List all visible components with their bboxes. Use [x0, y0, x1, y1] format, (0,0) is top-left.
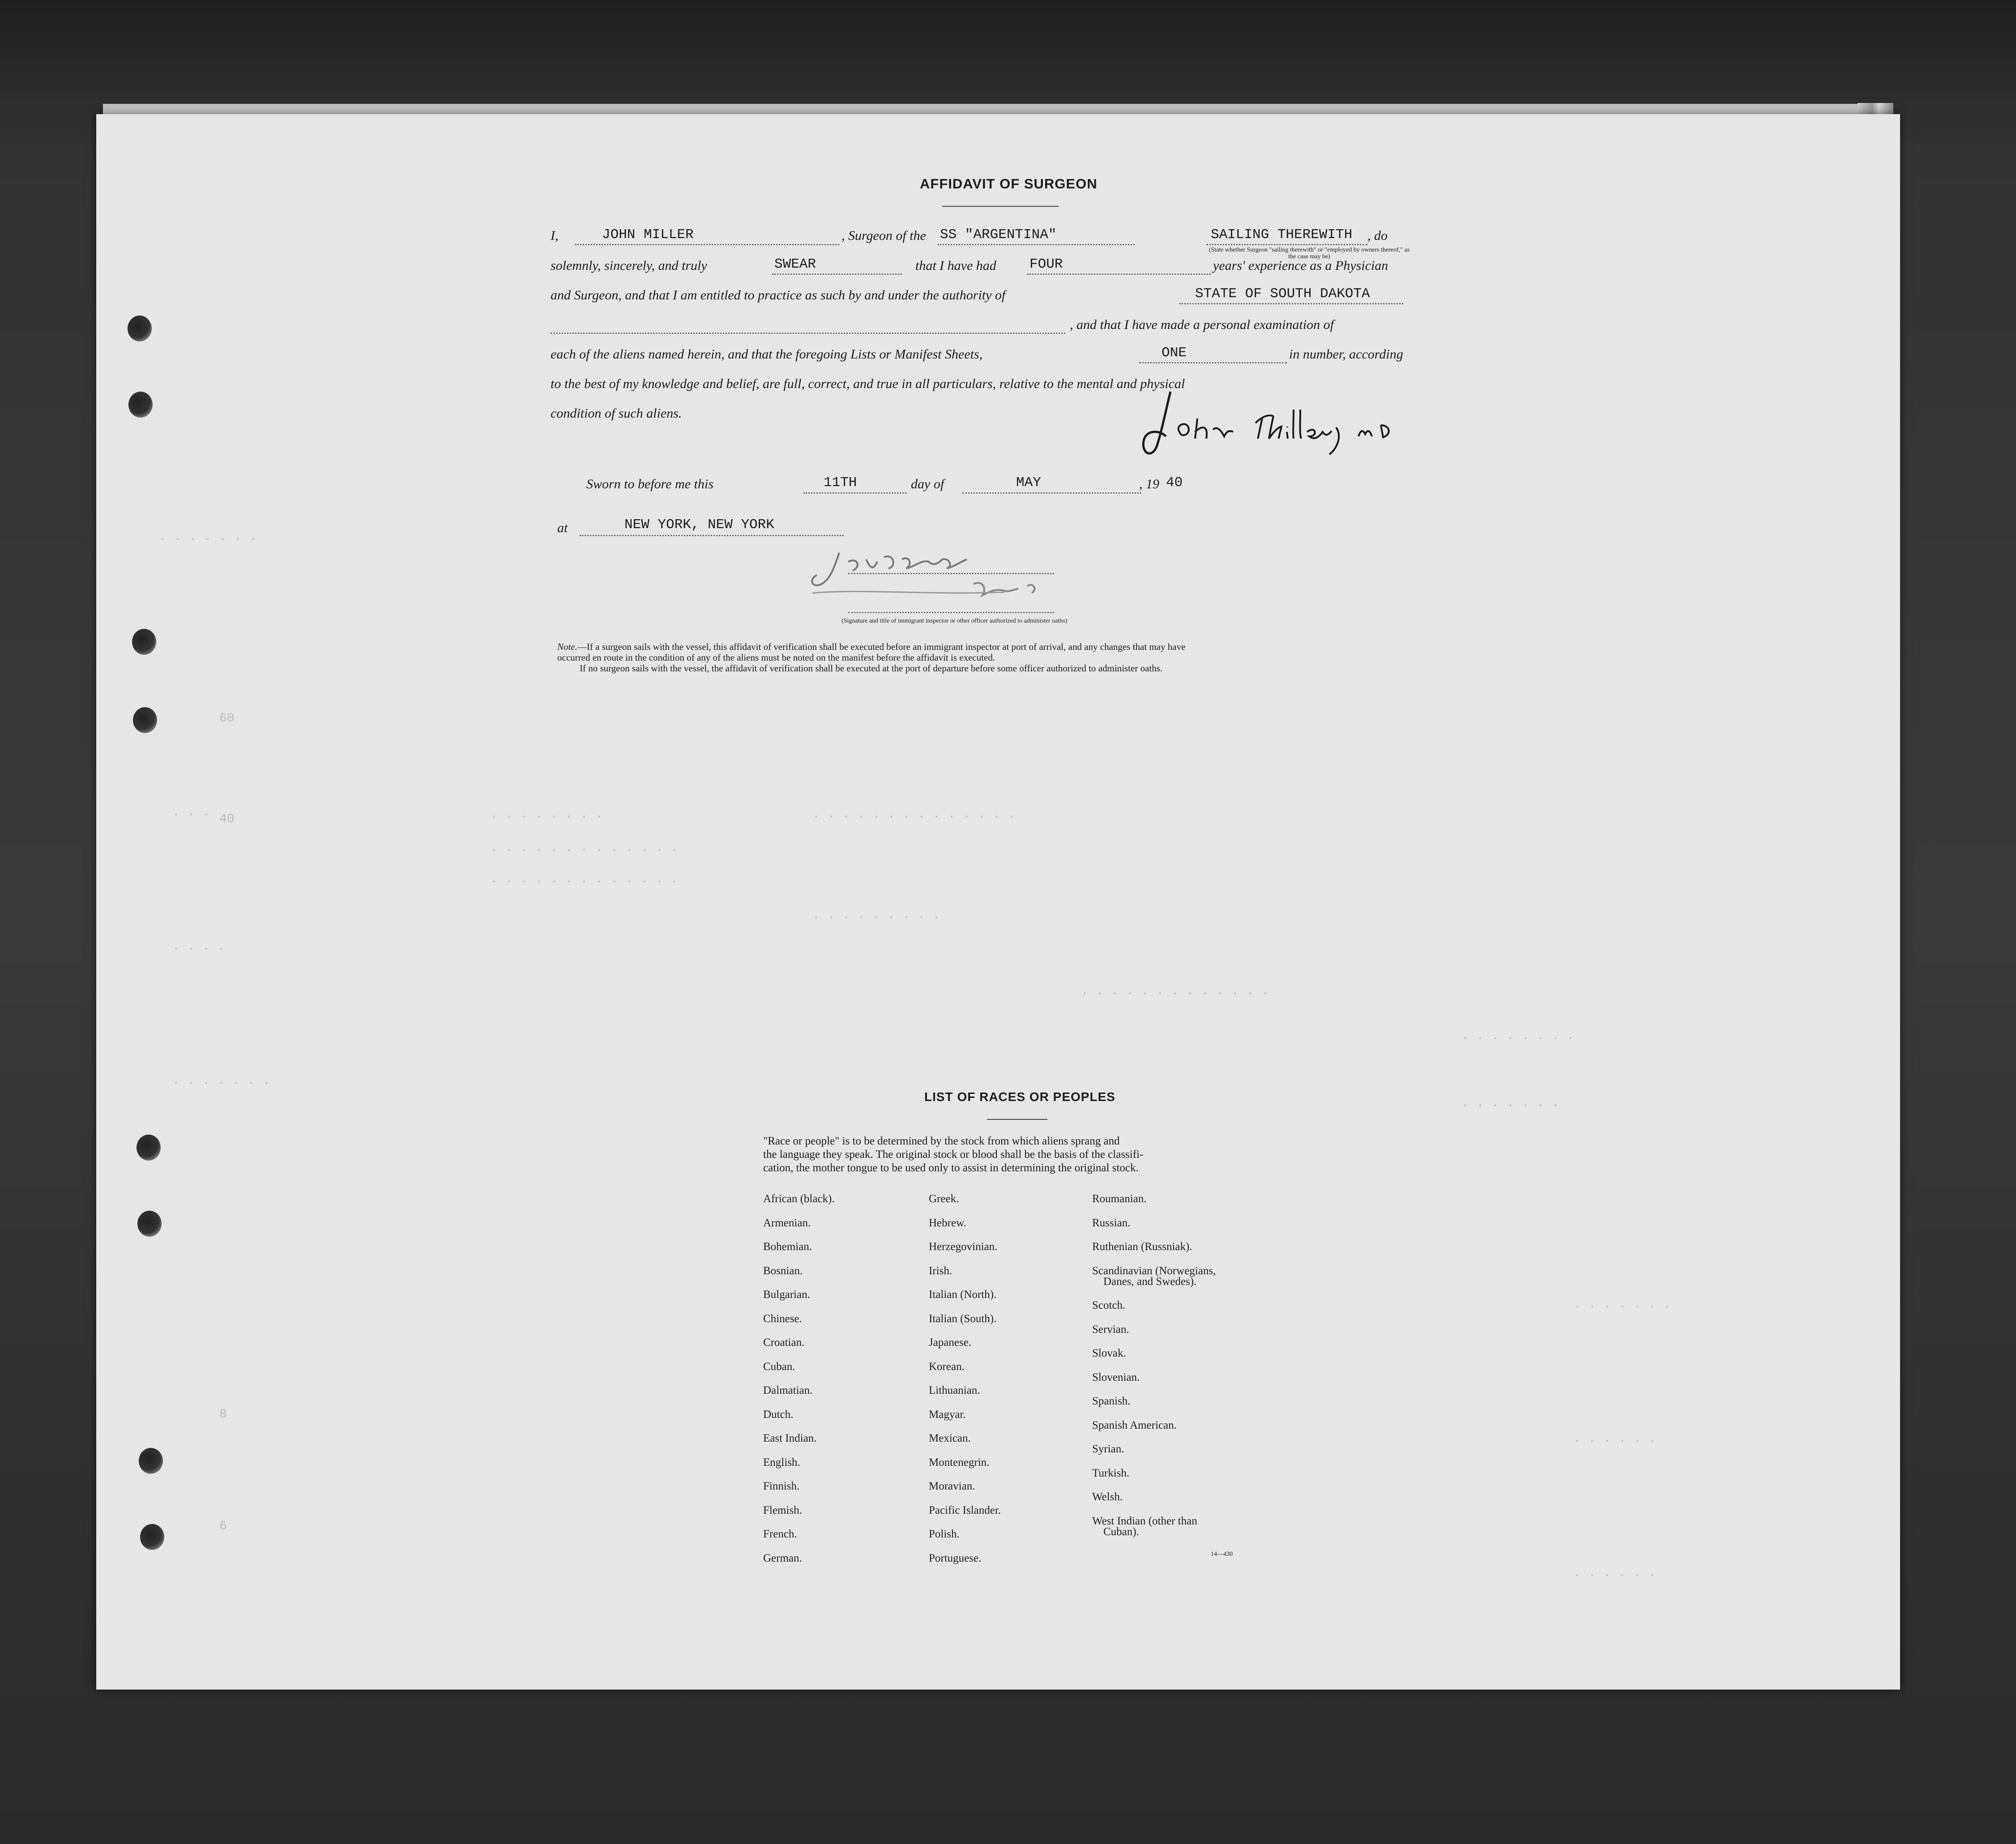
bleed-through-text: · · · · · · · · · · · · · [1081, 987, 1269, 1001]
race-entry: Dutch. [763, 1409, 794, 1421]
ship-name: SS "ARGENTINA" [940, 227, 1057, 243]
do-label: , do [1367, 228, 1388, 243]
experience-label: that I have had [915, 258, 996, 273]
bleed-through-text: · · · · · · · [1461, 1099, 1559, 1113]
race-entry: Greek. [929, 1193, 959, 1205]
bleed-through-text: · · · [172, 808, 210, 822]
race-entry: East Indian. [763, 1432, 817, 1444]
race-entry: Irish. [929, 1265, 952, 1277]
race-entry: Dalmatian. [763, 1384, 813, 1396]
sworn-label: Sworn to before me this [586, 477, 713, 491]
licensing-authority: STATE OF SOUTH DAKOTA [1195, 286, 1370, 302]
race-entry: Welsh. [1092, 1491, 1123, 1503]
bleed-through-text: · · · · · · [1573, 1569, 1656, 1583]
race-entry: Lithuanian. [929, 1384, 980, 1396]
status-note: (State whether Surgeon "sailing therewith" or "employed by owners thereof," as the case may be) [1209, 247, 1410, 260]
day-blank [803, 492, 906, 494]
binder-hole [139, 1448, 163, 1474]
bleed-through-text: · · · · · · · · · · · · · · [812, 810, 1016, 824]
race-entry: Polish. [929, 1528, 960, 1540]
race-entry: Japanese. [929, 1336, 972, 1349]
day-of-label: day of [911, 477, 944, 491]
status-blank [1206, 244, 1367, 245]
years-label: years' experience as a Physician [1213, 258, 1388, 273]
race-entry: English. [763, 1456, 800, 1468]
surgeon-signature [1139, 383, 1461, 468]
race-entry: Servian. [1092, 1323, 1129, 1336]
bleed-through-text: 60 [219, 712, 235, 726]
race-entry: Montenegrin. [929, 1456, 990, 1468]
bleed-through-text: · · · · · · · · · · · · · [490, 875, 679, 889]
race-entry: Turkish. [1092, 1467, 1130, 1479]
form-number: 14—430 [1211, 1551, 1233, 1558]
bleed-through-text: 40 [219, 812, 235, 826]
condition-statement: condition of such aliens. [551, 406, 682, 421]
race-entry: Cuban. [763, 1361, 795, 1373]
years-experience: FOUR [1029, 256, 1063, 272]
note-line-3: If no surgeon sails with the vessel, the affidavit of verification shall be executed at the port of departure before some officer authorized to administer oaths. [580, 663, 1163, 674]
races-intro-line-2: the language they speak. The original stock or blood shall be the basis of the classifi- [763, 1148, 1144, 1161]
bleed-through-text: · · · · · · · [172, 1076, 270, 1090]
surgeon-name: JOHN MILLER [602, 227, 694, 243]
bleed-through-text: 8 [219, 1408, 227, 1421]
manifest-sheets-label: each of the aliens named herein, and that the foregoing Lists or Manifest Sheets, [551, 347, 983, 362]
note-text-1: —If a surgeon sails with the vessel, this affidavit of verification shall be executed before an immigrant inspector at port of arrival, and any changes that may have [577, 641, 1186, 652]
race-entry: Italian (South). [929, 1313, 997, 1325]
bleed-through-text: · · · · · · · · · [812, 911, 940, 925]
solemnly-label: solemnly, sincerely, and truly [551, 258, 707, 273]
note-line-2: occurred en route in the condition of any of the aliens must be noted on the manifest before the affidavit is executed. [557, 652, 995, 663]
surgeon-of-label: , Surgeon of the [841, 228, 926, 243]
place-blank [580, 535, 844, 536]
bleed-through-text: · · · · · · · [1573, 1300, 1671, 1314]
race-entry: Russian. [1092, 1217, 1131, 1229]
binder-hole [137, 1211, 162, 1237]
inspector-blank-2 [848, 612, 1054, 613]
years-blank [1027, 273, 1211, 275]
race-entry: Portuguese. [929, 1552, 982, 1564]
race-entry: Bulgarian. [763, 1289, 810, 1301]
races-heading: LIST OF RACES OR PEOPLES [924, 1090, 1115, 1104]
race-entry: Roumanian. [1092, 1193, 1147, 1205]
manifest-page [96, 114, 1900, 1690]
race-entry: Spanish American. [1092, 1419, 1177, 1431]
affidavit-prefix: I, [551, 228, 559, 243]
oath-blank [772, 273, 902, 275]
races-heading-underline [987, 1119, 1047, 1120]
race-entry: Mexican. [929, 1432, 971, 1444]
race-entry: African (black). [763, 1193, 835, 1205]
sheet-count: ONE [1162, 345, 1187, 361]
race-entry: German. [763, 1552, 802, 1564]
race-entry: Spanish. [1092, 1395, 1131, 1407]
inspector-caption: (Signature and title of immigrant inspector or other officer authorized to administer oaths) [841, 618, 1068, 624]
sworn-month: MAY [1016, 475, 1041, 491]
bleed-through-text: · · · · · · · · [490, 810, 603, 824]
race-entry: Slovenian. [1092, 1371, 1140, 1383]
name-blank [575, 244, 839, 245]
continuation-blank [551, 333, 1065, 334]
sworn-day: 11TH [824, 475, 857, 491]
binder-hole [137, 1135, 161, 1161]
note-label: Note. [557, 641, 577, 652]
races-intro-line-1: "Race or people" is to be determined by the stock from which aliens sprang and [763, 1135, 1120, 1147]
oath-type: SWEAR [774, 256, 816, 272]
binder-hole [128, 392, 153, 418]
month-blank [962, 492, 1141, 494]
heading-underline [942, 206, 1059, 207]
race-entry: West Indian (other than [1092, 1515, 1197, 1527]
binder-hole [140, 1524, 164, 1550]
bleed-through-text: · · · · · · · [159, 533, 257, 546]
race-entry: Bohemian. [763, 1241, 812, 1253]
bleed-through-text: · · · · · · [1573, 1434, 1656, 1448]
race-entry: Armenian. [763, 1217, 811, 1229]
note-line-1 [557, 641, 1185, 652]
race-entry: Pacific Islander. [929, 1504, 1001, 1516]
race-entry: Hebrew. [929, 1217, 966, 1229]
race-entry: Moravian. [929, 1480, 975, 1492]
race-entry: Slovak. [1092, 1347, 1126, 1359]
bleed-through-text: · · · · [172, 942, 225, 956]
in-number-label: in number, according [1289, 347, 1403, 362]
bleed-through-text: · · · · · · · · [1461, 1032, 1575, 1046]
race-entry: Herzegovinian. [929, 1241, 998, 1253]
race-entry: Italian (North). [929, 1289, 997, 1301]
binder-hole [133, 707, 157, 733]
race-entry: Scandinavian (Norwegians, [1092, 1265, 1216, 1277]
bleed-through-text: · · · · · · · · · · · · · [490, 844, 679, 858]
race-entry: Croatian. [763, 1336, 805, 1349]
sheet-count-blank [1139, 362, 1287, 363]
sworn-year: 40 [1166, 475, 1183, 491]
binder-hole [128, 316, 152, 341]
affidavit-heading: AFFIDAVIT OF SURGEON [920, 176, 1098, 192]
examination-label: , and that I have made a personal examination of [1070, 317, 1334, 332]
race-entry: French. [763, 1528, 797, 1540]
surgeon-status: SAILING THEREWITH [1211, 227, 1353, 243]
race-entry: Syrian. [1092, 1443, 1124, 1455]
race-entry: Finnish. [763, 1480, 800, 1492]
race-entry: Korean. [929, 1361, 965, 1373]
authority-label: and Surgeon, and that I am entitled to practice as such by and under the authority of [551, 288, 1006, 303]
authority-blank [1179, 303, 1403, 304]
race-entry: Bosnian. [763, 1265, 803, 1277]
race-entry: Danes, and Swedes). [1103, 1276, 1197, 1288]
race-entry: Cuban). [1103, 1526, 1139, 1538]
belief-statement: to the best of my knowledge and belief, are full, correct, and true in all particulars, relative to the mental and physical [551, 376, 1185, 391]
inspector-blank-1 [848, 573, 1054, 574]
races-intro-line-3: cation, the mother tongue to be used only to assist in determining the original stock. [763, 1162, 1139, 1174]
binder-hole [132, 629, 156, 655]
year-prefix: , 19 [1139, 477, 1159, 491]
at-label: at [557, 521, 568, 535]
bleed-through-text: 6 [219, 1520, 227, 1533]
race-entry: Flemish. [763, 1504, 802, 1516]
sworn-place: NEW YORK, NEW YORK [624, 517, 774, 533]
race-entry: Magyar. [929, 1409, 966, 1421]
race-entry: Chinese. [763, 1313, 802, 1325]
race-entry: Ruthenian (Russniak). [1092, 1241, 1192, 1253]
ship-blank [938, 244, 1135, 245]
race-entry: Scotch. [1092, 1299, 1126, 1311]
